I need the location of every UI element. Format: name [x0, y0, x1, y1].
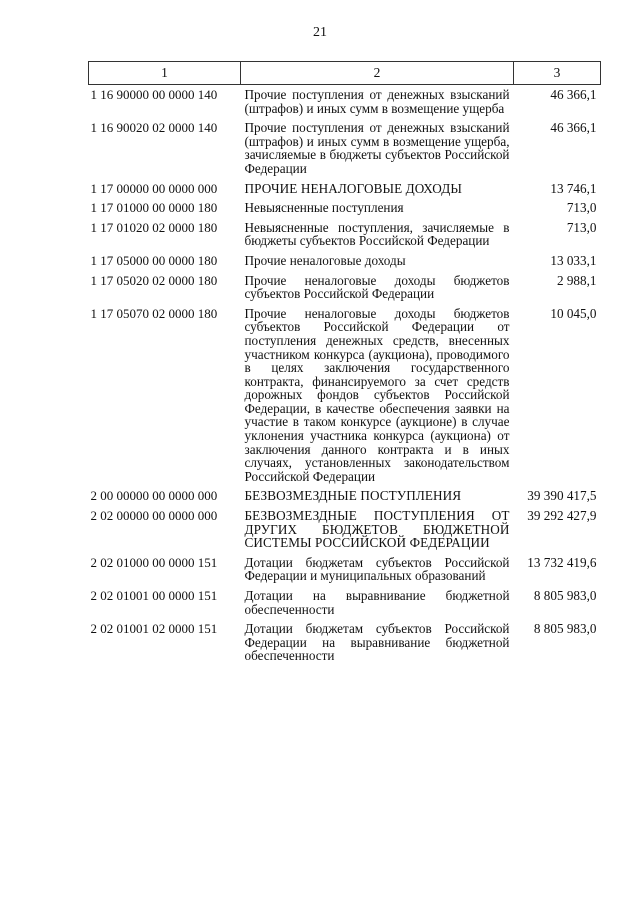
- row-code: 1 17 01020 02 0000 180: [90, 219, 218, 235]
- page-number: 21: [313, 25, 327, 40]
- column-header-code: 1: [89, 62, 241, 85]
- row-amount: 8 805 983,0: [533, 621, 597, 637]
- table-row: [89, 221, 601, 254]
- row-name: Невыясненные поступления: [244, 200, 404, 216]
- row-code: 2 02 01001 00 0000 151: [90, 588, 218, 603]
- row-name: БЕЗВОЗМЕЗДНЫЕ ПОСТУПЛЕНИЯ: [244, 488, 462, 504]
- table-body: [89, 85, 601, 669]
- row-code: 1 17 01000 00 0000 180: [90, 200, 218, 216]
- row-amount: 713,0: [566, 219, 597, 235]
- row-amount: 39 390 417,5: [527, 488, 597, 504]
- table-header: [89, 62, 601, 85]
- row-amount: 713,0: [566, 200, 597, 216]
- table-row: [89, 489, 601, 509]
- table-row: [89, 85, 601, 122]
- row-code: 1 17 05020 02 0000 180: [90, 272, 218, 288]
- row-amount: 46 366,1: [550, 87, 597, 102]
- column-header-name: 2: [241, 62, 514, 85]
- row-name: Дотации бюджетам субъектов Российской Федерации и муниципальных образований: [244, 554, 510, 584]
- row-name: ПРОЧИЕ НЕНАЛОГОВЫЕ ДОХОДЫ: [244, 180, 462, 196]
- row-amount: 13 033,1: [550, 252, 597, 268]
- row-code: 1 17 00000 00 0000 000: [90, 180, 218, 196]
- revenue-table: [88, 61, 601, 669]
- row-amount: 13 746,1: [550, 180, 597, 196]
- row-amount: 10 045,0: [550, 305, 597, 321]
- table-row: [89, 556, 601, 589]
- row-code: 2 02 01000 00 0000 151: [90, 554, 218, 570]
- row-code: 2 00 00000 00 0000 000: [90, 488, 218, 504]
- row-name: Дотации на выравнивание бюджетной обеспеченности: [244, 588, 510, 617]
- row-amount: 2 988,1: [556, 272, 597, 288]
- table-row: [89, 509, 601, 556]
- row-code: 1 16 90000 00 0000 140: [90, 87, 218, 102]
- row-name: Прочие поступления от денежных взысканий (штрафов) и иных сумм в возмещение ущерба, зачисляемые в бюджеты субъектов Российской Федерации: [244, 120, 510, 176]
- row-name: Прочие неналоговые доходы бюджетов субъектов Российской Федерации от поступления денежных средств, внесенных участником конкурса (аукциона), проводимого в целях заключения государственного контракта, финансируемого за счет средств дорожных фондов субъектов Российской Федерации, в качестве обеспечения заявки на участие в таком конкурсе (аукционе) в случае уклонения участника конкурса (аукциона) от заключения данного контракта и в иных случаях, установленных законодательством Российской Федерации: [244, 305, 510, 484]
- row-name: Дотации бюджетам субъектов Российской Федерации на выравнивание бюджетной обеспеченности: [244, 621, 510, 664]
- row-amount: 8 805 983,0: [533, 588, 597, 603]
- header-row: [89, 62, 601, 85]
- table-row: [89, 201, 601, 221]
- row-code: 2 02 00000 00 0000 000: [90, 508, 218, 524]
- row-amount: 46 366,1: [550, 120, 597, 136]
- table-row: [89, 622, 601, 669]
- row-name: БЕЗВОЗМЕЗДНЫЕ ПОСТУПЛЕНИЯ ОТ ДРУГИХ БЮДЖЕТОВ БЮДЖЕТНОЙ СИСТЕМЫ РОССИЙСКОЙ ФЕДЕРАЦИИ: [244, 508, 510, 551]
- row-name: Прочие поступления от денежных взысканий (штрафов) и иных сумм в возмещение ущерба: [244, 87, 510, 116]
- row-code: 1 17 05000 00 0000 180: [90, 252, 218, 268]
- row-code: 2 02 01001 02 0000 151: [90, 621, 218, 637]
- table-row: [89, 589, 601, 622]
- table-row: [89, 274, 601, 307]
- table-row: [89, 307, 601, 490]
- row-name: Прочие неналоговые доходы бюджетов субъектов Российской Федерации: [244, 272, 510, 302]
- row-name: Невыясненные поступления, зачисляемые в бюджеты субъектов Российской Федерации: [244, 219, 510, 249]
- table-row: [89, 254, 601, 274]
- row-code: 1 16 90020 02 0000 140: [90, 120, 218, 136]
- row-code: 1 17 05070 02 0000 180: [90, 305, 218, 321]
- row-name: Прочие неналоговые доходы: [244, 252, 406, 268]
- row-amount: 39 292 427,9: [527, 508, 597, 524]
- table-row: [89, 182, 601, 202]
- column-header-amount: 3: [514, 62, 601, 85]
- table-row: [89, 121, 601, 181]
- row-amount: 13 732 419,6: [527, 554, 597, 570]
